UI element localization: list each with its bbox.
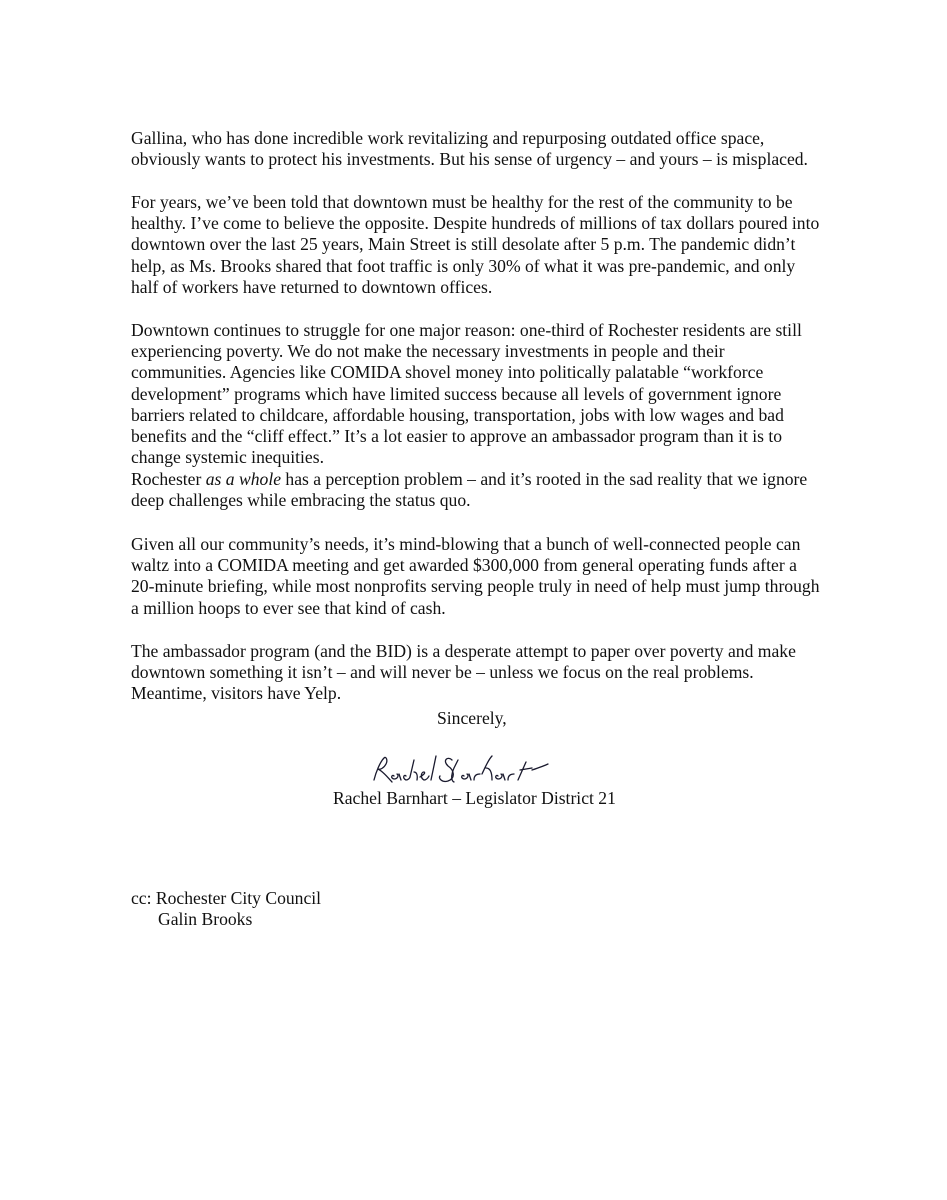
text-run: has a perception problem – and it’s rooted in the sad reality that we ignore [281, 469, 808, 489]
text-line: half of workers have returned to downtown offices. [131, 276, 493, 297]
text-line: downtown over the last 25 years, Main Street is still desolate after 5 p.m. The pandemic didn’t [131, 234, 796, 255]
paragraph-gallina [131, 128, 821, 170]
paragraph-ambassador [131, 641, 821, 705]
text-line: waltz into a COMIDA meeting and get awarded $300,000 from general operating funds after a [131, 555, 797, 576]
text-line: downtown something it isn’t – and will never be – unless we focus on the real problems. [131, 662, 754, 683]
cc-block [131, 888, 321, 930]
cc-line: cc: Rochester City Council [131, 888, 322, 908]
text-line: The ambassador program (and the BID) is a desperate attempt to paper over poverty and make [131, 641, 796, 661]
text-line: 20-minute briefing, while most nonprofits serving people truly in need of help must jump through [131, 576, 820, 597]
cc-line: Galin Brooks [158, 909, 253, 930]
signer-name-title: Rachel Barnhart – Legislator District 21 [333, 788, 616, 808]
paragraph-comida-funding [131, 534, 821, 619]
closing-salutation: Sincerely, [437, 708, 507, 728]
text-line: development” programs which have limited success because all levels of government ignore [131, 383, 782, 404]
text-line: help, as Ms. Brooks shared that foot traffic is only 30% of what it was pre-pandemic, and only [131, 255, 796, 276]
text-run: Rochester [131, 469, 206, 489]
text-line: Downtown continues to struggle for one major reason: one-third of Rochester residents are still [131, 320, 802, 340]
text-line: change systemic inequities. [131, 447, 324, 468]
text-line: obviously wants to protect his investments. But his sense of urgency – and yours – is misplaced. [131, 149, 808, 170]
text-line: barriers related to childcare, affordable housing, transportation, jobs with low wages and bad [131, 404, 784, 425]
text-line: experiencing poverty. We do not make the necessary investments in people and their [131, 341, 725, 362]
text-line: benefits and the “cliff effect.” It’s a lot easier to approve an ambassador program than it is to [131, 426, 783, 447]
paragraph-perception [131, 469, 821, 511]
text-line: Given all our community’s needs, it’s mind-blowing that a bunch of well-connected people can [131, 534, 801, 554]
text-line: Meantime, visitors have Yelp. [131, 683, 342, 704]
handwritten-signature [368, 750, 588, 792]
text-line: communities. Agencies like COMIDA shovel money into politically palatable “workforce [131, 362, 764, 383]
text-line: Gallina, who has done incredible work revitalizing and repurposing outdated office space, [131, 128, 765, 148]
paragraph-downtown-health [131, 192, 821, 298]
text-line: a million hoops to ever see that kind of cash. [131, 597, 446, 618]
text-line: healthy. I’ve come to believe the opposite. Despite hundreds of millions of tax dollars poured into [131, 213, 820, 234]
text-line: deep challenges while embracing the status quo. [131, 490, 471, 511]
emphasis-text: as a whole [205, 469, 282, 489]
text-line: For years, we’ve been told that downtown must be healthy for the rest of the community to be [131, 192, 793, 212]
text-line [131, 469, 821, 490]
paragraph-poverty [131, 320, 821, 468]
